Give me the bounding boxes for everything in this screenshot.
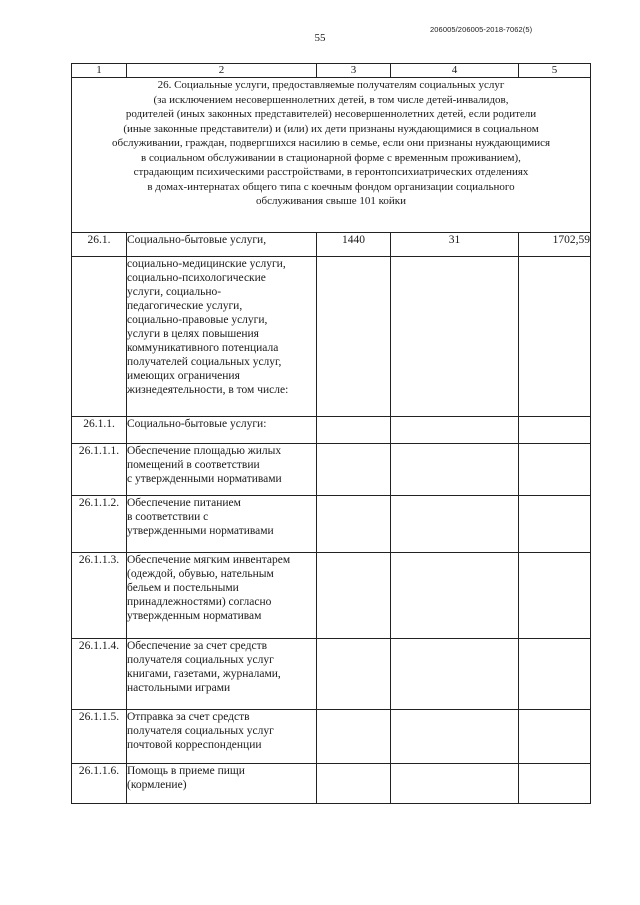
header-col-3: 3 [317,64,391,78]
row-number: 26.1.1.6. [72,764,127,804]
section-line: (за исключением несовершеннолетних детей, в том числе детей-инвалидов, [153,93,509,106]
service-name-line: педагогические услуги, [127,300,243,312]
col4-value [391,639,519,710]
col5-value [519,417,591,444]
table-row [72,417,591,444]
service-name-line: помещений в соответствии [127,459,260,471]
section-line: в домах-интернатах общего типа с коечным фондом организации социального [147,180,515,193]
table-row [72,639,591,710]
document-code: 206005/206005-2018-7062(5) [430,25,533,34]
tariff-table [71,63,591,804]
col5-value [519,257,591,417]
col5-value [519,553,591,639]
service-name-line: (одеждой, обувью, нательным [127,568,274,580]
service-name-line: Обеспечение за счет средств [127,640,268,652]
table-header-row [72,64,591,78]
section-line: страдающим психическими расстройствами, в геронтопсихиатрических отделениях [133,166,529,178]
row-number: 26.1.1.2. [72,496,127,553]
service-name-line: социально-правовые услуги, [127,314,268,326]
service-name-line: услуги, социально- [127,286,222,298]
col3-value: 1440 [317,233,391,257]
service-name-line: Отправка за счет средств [127,711,250,723]
service-name-line: Социально-бытовые услуги, [127,234,267,246]
header-col-2: 2 [127,64,317,78]
row-number [72,257,127,417]
service-name [127,417,317,444]
section-line: родителей (иных законных представителей) несовершеннолетних детей, если родители [125,108,537,120]
col3-value [317,553,391,639]
col4-value: 31 [391,233,519,257]
service-name-line: жизнедеятельности, в том числе: [127,384,289,396]
section-row [72,78,591,233]
service-name-line: социально-психологические [127,272,266,284]
section-title [72,78,591,233]
table-row [72,444,591,496]
service-name-line: Обеспечение мягким инвентарем [127,554,291,566]
service-name-line: получателя социальных услуг [127,654,274,666]
service-name [127,553,317,639]
service-name [127,233,317,257]
service-name-line: Помощь в приеме пищи [127,765,245,777]
header-col-5: 5 [519,64,591,78]
service-name [127,639,317,710]
service-name-line: в соответствии с [127,511,209,523]
col5-value [519,496,591,553]
col5-value [519,444,591,496]
col3-value [317,417,391,444]
service-name-line: социально-медицинские услуги, [127,258,286,270]
row-number: 26.1. [72,233,127,257]
table-row [72,233,591,257]
service-name-line: утвержденным нормативам [127,610,262,622]
col5-value [519,764,591,804]
col3-value [317,496,391,553]
service-name-line: почтовой корреспонденции [127,739,262,751]
col4-value [391,710,519,764]
service-name-line: (кормление) [127,779,187,791]
col3-value [317,257,391,417]
service-name-line: получателей социальных услуг, [127,356,282,368]
col4-value [391,257,519,417]
col4-value [391,496,519,553]
service-name [127,444,317,496]
row-number: 26.1.1.5. [72,710,127,764]
table-row [72,710,591,764]
service-name [127,710,317,764]
section-line: 26. Социальные услуги, предоставляемые получателям социальных услуг [157,79,505,91]
service-name-line: коммуникативного потенциала [127,342,279,354]
service-name-line: получателя социальных услуг [127,725,274,737]
col4-value [391,417,519,444]
service-name [127,764,317,804]
table-row [72,764,591,804]
service-name-line: Обеспечение питанием [127,497,241,509]
header-col-4: 4 [391,64,519,78]
service-name [127,257,317,417]
table-row [72,257,591,417]
service-name-line: бельем и постельными [127,582,239,594]
service-name-line: услуги в целях повышения [127,328,259,340]
page-number: 55 [314,32,326,44]
section-line: обслуживания свыше 101 койки [255,195,407,207]
service-name-line: книгами, газетами, журналами, [127,668,281,680]
service-name [127,496,317,553]
col3-value [317,764,391,804]
col5-value [519,710,591,764]
table-row [72,496,591,553]
section-line: (иные законные представители) и (или) их дети признаны нуждающимися в социальном [123,122,539,135]
service-name-line: утвержденными нормативами [127,525,274,537]
service-name-line: Социально-бытовые услуги: [127,418,267,430]
row-number: 26.1.1. [72,417,127,444]
service-name-line: принадлежностями) согласно [127,596,272,608]
section-line: обслуживании, граждан, подвергшихся насилию в семье, если они признаны нуждающимися [111,137,551,149]
section-line: в социальном обслуживании в стационарной форме с временным проживанием), [141,151,521,164]
col3-value [317,444,391,496]
col3-value [317,639,391,710]
service-name-line: Обеспечение площадью жилых [127,445,282,457]
row-number: 26.1.1.4. [72,639,127,710]
table-row [72,553,591,639]
col4-value [391,553,519,639]
col4-value [391,444,519,496]
col4-value [391,764,519,804]
header-col-1: 1 [72,64,127,78]
col3-value [317,710,391,764]
col5-value: 1702,59 [519,233,591,257]
service-name-line: имеющих ограничения [127,370,240,382]
service-name-line: с утвержденными нормативами [127,473,282,485]
service-name-line: настольными играми [127,682,231,694]
row-number: 26.1.1.1. [72,444,127,496]
row-number: 26.1.1.3. [72,553,127,639]
col5-value [519,639,591,710]
